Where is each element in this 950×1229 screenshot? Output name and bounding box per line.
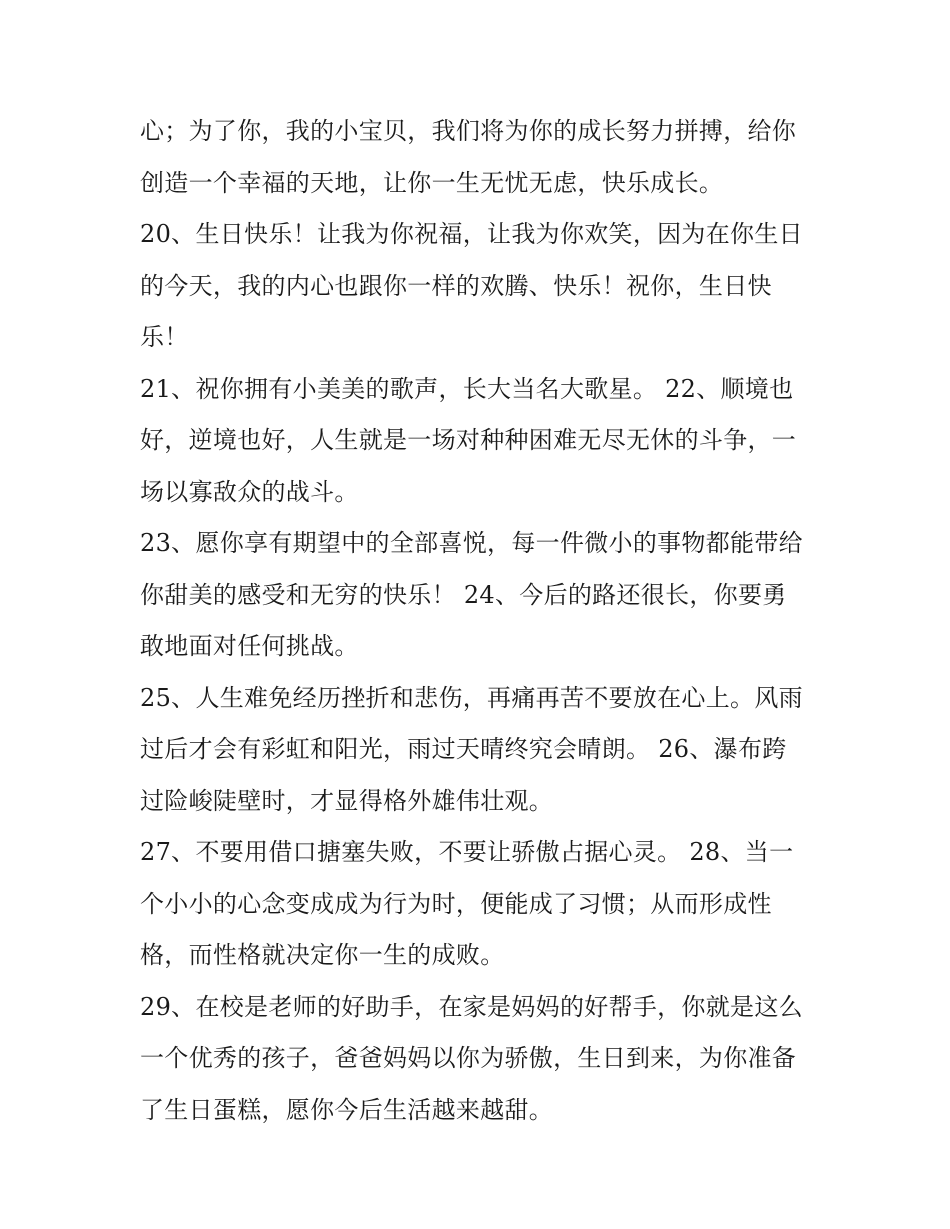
text-line: 个小小的心念变成成为行为时，便能成了习惯；从而形成性 xyxy=(140,889,772,918)
text-line: 创造一个幸福的天地，让你一生无忧无虑，快乐成长。 xyxy=(140,168,724,197)
text-line: 一个优秀的孩子，爸爸妈妈以你为骄傲，生日到来，为你准备 xyxy=(140,1044,797,1072)
text-line: 心；为了你，我的小宝贝，我们将为你的成长努力拼搏，给你 xyxy=(140,117,797,145)
body-text xyxy=(140,106,820,1136)
text-line: 场以寡敌众的战斗。 xyxy=(140,477,359,506)
text-line: 21、祝你拥有小美美的歌声，长大当名大歌星。 22、顺境也 xyxy=(140,374,794,403)
text-line: 过险峻陡壁时，才显得格外雄伟壮观。 xyxy=(140,786,554,815)
text-line: 的今天，我的内心也跟你一样的欢腾、快乐！祝你，生日快 xyxy=(140,271,772,300)
text-line: 敢地面对任何挑战。 xyxy=(140,632,359,660)
text-line: 25、人生难免经历挫折和悲伤，再痛再苦不要放在心上。风雨 xyxy=(140,683,803,712)
text-line: 好，逆境也好，人生就是一场对种种困难无尽无休的斗争，一 xyxy=(140,426,797,454)
text-line: 29、在校是老师的好助手，在家是妈妈的好帮手，你就是这么 xyxy=(140,992,803,1021)
text-line: 你甜美的感受和无穷的快乐！ 24、今后的路还很长，你要勇 xyxy=(140,580,787,609)
text-line: 乐！ xyxy=(140,323,189,351)
text-line: 23、愿你享有期望中的全部喜悦，每一件微小的事物都能带给 xyxy=(140,529,803,557)
text-line: 了生日蛋糕，愿你今后生活越来越甜。 xyxy=(140,1095,554,1124)
text-line: 格，而性格就决定你一生的成败。 xyxy=(140,941,505,969)
text-line: 27、不要用借口搪塞失败，不要让骄傲占据心灵。 28、当一 xyxy=(140,838,794,866)
text-line: 过后才会有彩虹和阳光，雨过天晴终究会晴朗。 26、瀑布跨 xyxy=(140,735,787,763)
text-line: 20、生日快乐！让我为你祝福，让我为你欢笑，因为在你生日 xyxy=(140,220,803,248)
